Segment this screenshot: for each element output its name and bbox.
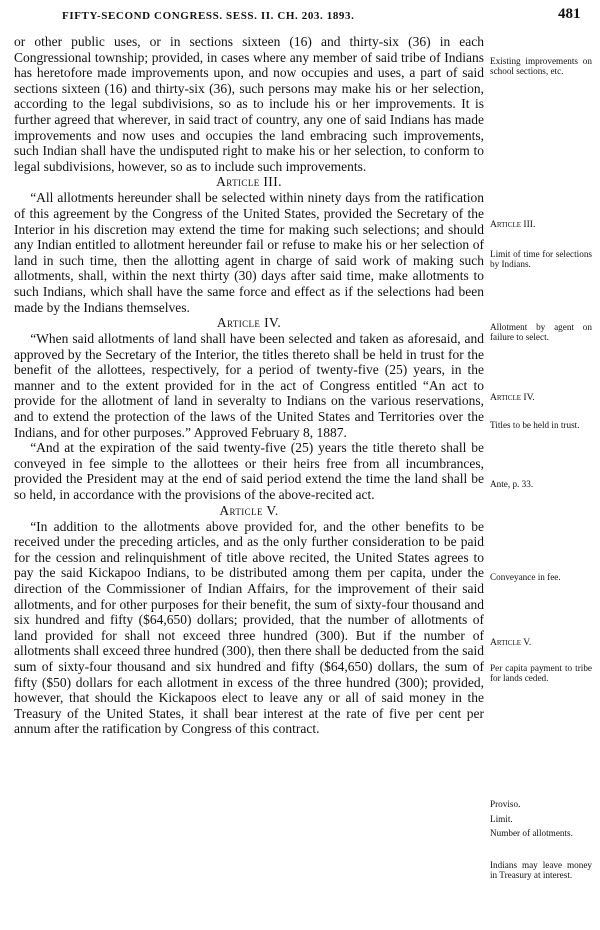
paragraph: “In addition to the allotments above provided for, and the other benefits to be received under the preceding articles, and as the only further consideration to be paid for the cession and relinquishment of title above recited, the United States agrees to pay the said Kickapoo Indians, to be distributed among them per capita, under the direction of the Commissioner of Indian Affairs, for the improvement of their said allotments, and for other purposes for their benefit, the sum of sixty-four thousand and six hundred and fifty ($64,650) dollars; provided, that the number of allotments of land provided for shall not exceed three hundred (300). But if the number of allotments shall exceed three hundred (300), then there shall be deducted from the said sum of sixty-four thousand and six hundred and fifty ($64,650) dollars, the sum of fifty ($50) dollars for each allotment in excess of the three hundred (300); provided, however, that should the Kickapoos elect to leave any or all of said money in the Treasury of the United States, it shall bear interest at the rate of five per cent per annum after the ratification by Congress of this contract. (14, 518, 484, 737)
margin-note: Allotment by agent on failure to select. (490, 322, 592, 342)
paragraph: “And at the expiration of the said twenty-five (25) years the title thereto shall be conveyed in fee simple to the allottees or their heirs free from all incumbrances, provided the President may at the end of said period extend the time the land shall be so held, in accordance with the provisions of the above-recited act. (14, 440, 484, 503)
margin-note: Indians may leave money in Treasury at interest. (490, 860, 592, 880)
margin-note: Titles to be held in trust. (490, 420, 580, 430)
margin-note: Per capita payment to tribe for lands ceded. (490, 663, 592, 683)
margin-note: Conveyance in fee. (490, 572, 561, 582)
article-heading: Article III. (216, 174, 282, 190)
margin-note-article: Article III. (490, 219, 536, 230)
page-number: 481 (558, 6, 581, 22)
article-heading: Article IV. (216, 315, 282, 331)
article-heading: Article V. (219, 502, 279, 518)
margin-note-article: Article IV. (490, 392, 535, 403)
margin-note: Limit of time for selections by Indians. (490, 249, 592, 269)
margin-note: Proviso. (490, 799, 521, 809)
main-text (14, 34, 484, 737)
margin-note-article: Article V. (490, 637, 532, 648)
paragraph: or other public uses, or in sections sixteen (16) and thirty-six (36) in each Congressional township; provided, in cases where any member of said tribe of Indians has heretofore made improvements upon, and now occupies and uses, a part of said sections sixteen (16) and thirty-six (36), such persons may make his or her selection, according to the legal subdivisions, so as to include his or her improvements. It is further agreed that wherever, in said tract of country, any one of said Indians has made improvements and now uses and occupies the land embracing such improvements, such Indian shall have the undisputed right to make his or her selection, to conform to legal subdivisions, however, so as to include such improvements. (14, 34, 484, 174)
paragraph: “When said allotments of land shall have been selected and taken as aforesaid, and approved by the Secretary of the Interior, the titles thereto shall be held in trust for the benefit of the allottees, respectively, for a period of twenty-five (25) years, in the manner and to the extent provided for in the act of Congress entitled “An act to provide for the allotment of land in severalty to Indians on the various reservations, and to extend the protection of the laws of the United States and Territories over the Indians, and for other purposes.” Approved February 8, 1887. (14, 331, 484, 440)
margin-note: Limit. (490, 814, 513, 824)
running-header (0, 6, 600, 28)
margin-note: Number of allotments. (490, 828, 573, 838)
running-head: FIFTY-SECOND CONGRESS. SESS. II. CH. 203. 1893. (62, 10, 355, 22)
paragraph: “All allotments hereunder shall be selected within ninety days from the ratification of this agreement by the Congress of the United States, provided the Secretary of the Interior in his discretion may extend the time for making such selections; and should any Indian entitled to allotment hereunder fail or refuse to make his or her selection of land in such time, then the allotting agent in charge of said work of making such allotments, shall, within the next thirty (30) days after said time, make allotments to such Indians, which shall have the same force and effect as if the selections had been made by the Indians themselves. (14, 190, 484, 315)
margin-note: Existing improvements on school sections, etc. (490, 56, 592, 76)
margin-note: Ante, p. 33. (490, 479, 534, 489)
